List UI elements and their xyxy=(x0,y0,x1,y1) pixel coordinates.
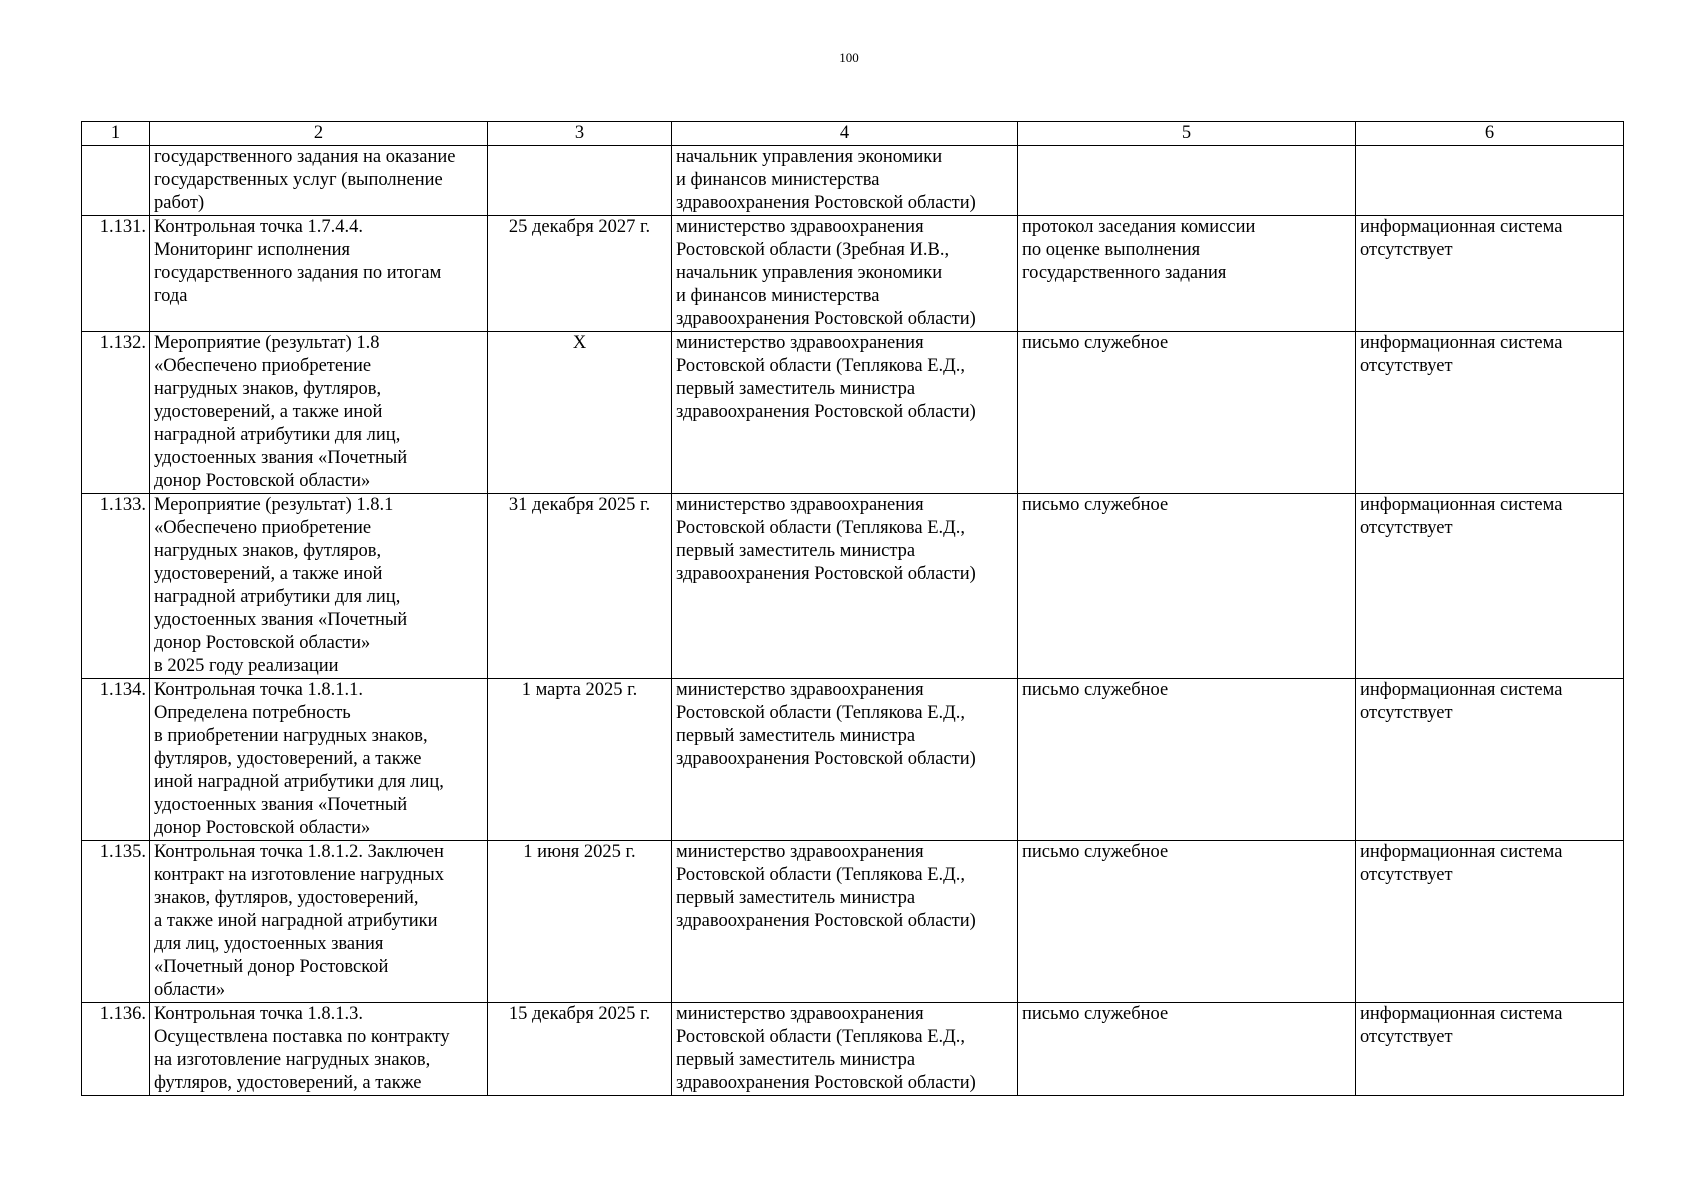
row-system xyxy=(1356,146,1624,216)
column-header: 3 xyxy=(488,122,672,146)
row-date: Х xyxy=(488,332,672,494)
row-responsible: министерство здравоохранения Ростовской области (Теплякова Е.Д., первый заместитель министра здравоохранения Ростовской области) xyxy=(672,332,1018,494)
table-row xyxy=(82,841,1624,1003)
row-name: Мероприятие (результат) 1.8 «Обеспечено приобретение нагрудных знаков, футляров, удостоверений, а также иной наградной атрибутики для лиц, удостоенных звания «Почетный донор Ростовской области» xyxy=(150,332,488,494)
row-system: информационная система отсутствует xyxy=(1356,1003,1624,1096)
row-name: Контрольная точка 1.8.1.1. Определена потребность в приобретении нагрудных знаков, футляров, удостоверений, а также иной наградной атрибутики для лиц, удостоенных звания «Почетный донор Ростовской области» xyxy=(150,679,488,841)
row-responsible: начальник управления экономики и финансов министерства здравоохранения Ростовской области) xyxy=(672,146,1018,216)
row-number: 1.131. xyxy=(82,216,150,332)
column-header: 5 xyxy=(1018,122,1356,146)
row-document: письмо служебное xyxy=(1018,494,1356,679)
row-date: 25 декабря 2027 г. xyxy=(488,216,672,332)
row-date xyxy=(488,146,672,216)
row-date: 31 декабря 2025 г. xyxy=(488,494,672,679)
row-number: 1.133. xyxy=(82,494,150,679)
row-system: информационная система отсутствует xyxy=(1356,332,1624,494)
table-row xyxy=(82,679,1624,841)
row-responsible: министерство здравоохранения Ростовской области (Теплякова Е.Д., первый заместитель министра здравоохранения Ростовской области) xyxy=(672,494,1018,679)
row-name: Контрольная точка 1.8.1.2. Заключен контракт на изготовление нагрудных знаков, футляров, удостоверений, а также иной наградной атрибутики для лиц, удостоенных звания «Почетный донор Ростовской области» xyxy=(150,841,488,1003)
row-responsible: министерство здравоохранения Ростовской области (Зребная И.В., начальник управления экономики и финансов министерства здравоохранения Ростовской области) xyxy=(672,216,1018,332)
table-row xyxy=(82,146,1624,216)
row-system: информационная система отсутствует xyxy=(1356,841,1624,1003)
header-row xyxy=(82,122,1624,146)
row-responsible: министерство здравоохранения Ростовской области (Теплякова Е.Д., первый заместитель министра здравоохранения Ростовской области) xyxy=(672,1003,1018,1096)
row-number xyxy=(82,146,150,216)
row-document: письмо служебное xyxy=(1018,332,1356,494)
row-responsible: министерство здравоохранения Ростовской области (Теплякова Е.Д., первый заместитель министра здравоохранения Ростовской области) xyxy=(672,841,1018,1003)
row-responsible: министерство здравоохранения Ростовской области (Теплякова Е.Д., первый заместитель министра здравоохранения Ростовской области) xyxy=(672,679,1018,841)
table-row xyxy=(82,216,1624,332)
row-number: 1.132. xyxy=(82,332,150,494)
row-name: Мероприятие (результат) 1.8.1 «Обеспечено приобретение нагрудных знаков, футляров, удостоверений, а также иной наградной атрибутики для лиц, удостоенных звания «Почетный донор Ростовской области» в 2025 году реализации xyxy=(150,494,488,679)
row-system: информационная система отсутствует xyxy=(1356,216,1624,332)
row-name: государственного задания на оказание государственных услуг (выполнение работ) xyxy=(150,146,488,216)
page-number: 100 xyxy=(839,50,859,65)
row-system: информационная система отсутствует xyxy=(1356,679,1624,841)
row-number: 1.134. xyxy=(82,679,150,841)
row-document: письмо служебное xyxy=(1018,1003,1356,1096)
row-document: протокол заседания комиссии по оценке выполнения государственного задания xyxy=(1018,216,1356,332)
row-system: информационная система отсутствует xyxy=(1356,494,1624,679)
row-date: 1 марта 2025 г. xyxy=(488,679,672,841)
column-header: 2 xyxy=(150,122,488,146)
row-number: 1.136. xyxy=(82,1003,150,1096)
column-header: 4 xyxy=(672,122,1018,146)
row-date: 15 декабря 2025 г. xyxy=(488,1003,672,1096)
row-document: письмо служебное xyxy=(1018,679,1356,841)
plan-table xyxy=(81,121,1624,1096)
table-row xyxy=(82,494,1624,679)
table-row xyxy=(82,1003,1624,1096)
row-name: Контрольная точка 1.8.1.3. Осуществлена поставка по контракту на изготовление нагрудных знаков, футляров, удостоверений, а также xyxy=(150,1003,488,1096)
row-number: 1.135. xyxy=(82,841,150,1003)
row-name: Контрольная точка 1.7.4.4. Мониторинг исполнения государственного задания по итогам года xyxy=(150,216,488,332)
column-header: 6 xyxy=(1356,122,1624,146)
row-date: 1 июня 2025 г. xyxy=(488,841,672,1003)
row-document xyxy=(1018,146,1356,216)
column-header: 1 xyxy=(82,122,150,146)
table-row xyxy=(82,332,1624,494)
row-document: письмо служебное xyxy=(1018,841,1356,1003)
